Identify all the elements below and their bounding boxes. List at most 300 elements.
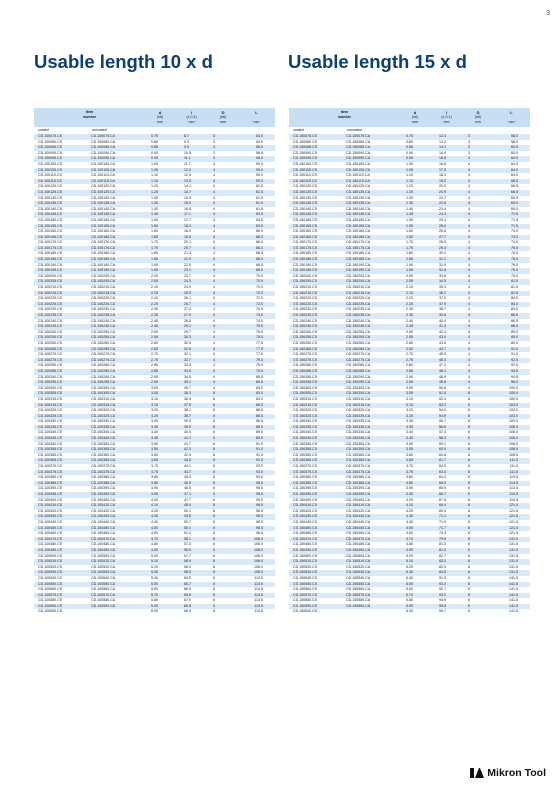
table-cell: 1.60: [400, 229, 430, 235]
table-cell: 48.1: [430, 369, 463, 375]
table-cell: 79.0: [493, 263, 530, 269]
table-cell: 98.5: [238, 531, 275, 537]
table-cell: 4: [208, 246, 238, 252]
table-cell: 4: [463, 285, 493, 291]
table-cell: 1.65: [145, 235, 175, 241]
table-cell: 6: [463, 604, 493, 610]
table-cell: CD.150140.CA: [343, 207, 400, 213]
table-cell: CD.100170.CS: [34, 240, 88, 246]
table-cell: CD.150135.CS: [289, 201, 343, 207]
table-cell: 3.25: [145, 414, 175, 420]
table-cell: 5.10: [400, 559, 430, 565]
table-cell: 28.5: [175, 319, 208, 325]
table-cell: CD.150360.CA: [343, 453, 400, 459]
table-cell: 6: [208, 609, 238, 615]
table-cell: 89.0: [493, 330, 530, 336]
table-cell: 21.9: [175, 257, 208, 263]
table-cell: CD.150335.CS: [289, 425, 343, 431]
unit-mm: mm: [400, 120, 430, 127]
table-cell: CD.100355.CS: [34, 447, 88, 453]
table-cell: CD.100230.CA: [88, 307, 145, 313]
table-cell: 1.55: [145, 224, 175, 230]
table-cell: 5.50: [400, 582, 430, 588]
table-cell: 12.9: [175, 173, 208, 179]
table-cell: 4: [208, 375, 238, 381]
table-cell: CD.100315.CA: [88, 403, 145, 409]
table-cell: 1.50: [145, 218, 175, 224]
table-cell: 56.6: [430, 425, 463, 431]
table-cell: 6: [208, 598, 238, 604]
table-cell: CD.100350.CA: [88, 442, 145, 448]
table-cell: 81.5: [493, 285, 530, 291]
table-cell: 4: [463, 291, 493, 297]
table-cell: 1.25: [145, 190, 175, 196]
table-cell: CD.150180.CA: [343, 251, 400, 257]
table-cell: CD.150560.CA: [343, 587, 400, 593]
table-cell: 48.9: [430, 375, 463, 381]
table-cell: 40.5: [175, 430, 208, 436]
table-cell: 84.5: [430, 570, 463, 576]
table-cell: CD.150570.CA: [343, 593, 400, 599]
table-cell: CD.100540.CS: [34, 576, 88, 582]
table-cell: CD.150460.CS: [289, 531, 343, 537]
header-d: d: [400, 108, 430, 115]
table-cell: 66.9: [175, 609, 208, 615]
table-cell: 38.7: [430, 307, 463, 313]
table-cell: 3.10: [145, 397, 175, 403]
table-cell: 68.0: [238, 257, 275, 263]
table-cell: 63.4: [430, 470, 463, 476]
table-cell: 6: [208, 509, 238, 515]
header-l-tolerance: (± 0.1): [175, 115, 208, 120]
table-cell: 4: [208, 274, 238, 280]
table-cell: 4: [463, 251, 493, 257]
table-cell: 61.7: [430, 458, 463, 464]
header-l: l: [175, 108, 208, 115]
table-cell: CD.150195.CS: [289, 268, 343, 274]
table-cell: 81.5: [493, 291, 530, 297]
table-cell: 6: [463, 520, 493, 526]
table-cell: 6: [463, 582, 493, 588]
table-cell: CD.150105.CA: [343, 168, 400, 174]
table-cell: 26.7: [175, 302, 208, 308]
table-cell: 5.40: [145, 576, 175, 582]
table-cell: CD.150240.CS: [289, 319, 343, 325]
table-cell: 79.0: [493, 274, 530, 280]
table-cell: [343, 609, 400, 615]
table-cell: CD.100460.CA: [88, 531, 145, 537]
table-cell: 32.8: [430, 268, 463, 274]
table-cell: 4.80: [400, 542, 430, 548]
table-cell: CD.150195.CA: [343, 268, 400, 274]
table-cell: 2.15: [400, 291, 430, 297]
table-cell: 83.0: [238, 397, 275, 403]
table-cell: CD.100125.CS: [34, 190, 88, 196]
table-cell: CD.150440.CA: [343, 520, 400, 526]
table-cell: 100.0: [493, 386, 530, 392]
table-cell: 11.7: [175, 162, 208, 168]
table-cell: CD.100460.CS: [34, 531, 88, 537]
table-cell: CD.150245.CA: [343, 324, 400, 330]
table-cell: CD.150235.CA: [343, 313, 400, 319]
table-cell: 3: [463, 151, 493, 157]
table-cell: 64.2: [430, 475, 463, 481]
table-cell: 3.35: [145, 425, 175, 431]
table-cell: 4: [208, 302, 238, 308]
table-cell: CD.100345.CS: [34, 436, 88, 442]
table-cell: 71.5: [493, 224, 530, 230]
table-cell: 5.20: [145, 565, 175, 571]
table-cell: 1.85: [145, 257, 175, 263]
table-cell: CD.150150.CS: [289, 218, 343, 224]
unit-mm: mm: [493, 120, 530, 127]
table-cell: CD.150280.CA: [343, 363, 400, 369]
table-cell: 4: [463, 347, 493, 353]
table-cell: CD.100150.CA: [88, 218, 145, 224]
table-cell: CD.150300.CA: [343, 386, 400, 392]
table-cell: CD.100400.CS: [34, 498, 88, 504]
table-cell: 5.30: [400, 570, 430, 576]
table-cell: CD.100500.CS: [34, 554, 88, 560]
table-cell: 3.65: [145, 458, 175, 464]
table-cell: 40.4: [430, 319, 463, 325]
table-cell: 1.60: [145, 229, 175, 235]
table-cell: 66.0: [238, 240, 275, 246]
table-cell: 4: [208, 162, 238, 168]
table-cell: CD.100200.CS: [34, 274, 88, 280]
table-cell: 4: [208, 335, 238, 341]
table-cell: CD.100075.CS: [34, 134, 88, 140]
table-cell: CD.100240.CS: [34, 319, 88, 325]
table-cell: 58.3: [430, 436, 463, 442]
table-cell: CD.150285.CA: [343, 369, 400, 375]
table-cell: 5.40: [400, 576, 430, 582]
table-cell: 106.0: [238, 537, 275, 543]
table-cell: 4: [463, 196, 493, 202]
table-cell: CD.100355.CA: [88, 447, 145, 453]
table-cell: 65.9: [430, 486, 463, 492]
table-cell: 80.5: [238, 380, 275, 386]
table-cell: CD.100100.CS: [34, 162, 88, 168]
table-cell: 131.5: [493, 559, 530, 565]
table-cell: CD.100135.CS: [34, 201, 88, 207]
table-cell: 4.10: [400, 503, 430, 509]
table-cell: 83.0: [238, 386, 275, 392]
table-cell: 17.1: [175, 212, 208, 218]
table-cell: 1.75: [400, 246, 430, 252]
table-cell: CD.150115.CA: [343, 179, 400, 185]
table-cell: 2.85: [400, 369, 430, 375]
table-cell: CD.150540.CS: [289, 576, 343, 582]
table-cell: 4: [463, 386, 493, 392]
table-cell: CD.100275.CS: [34, 358, 88, 364]
table-cell: CD.150590.CS: [289, 604, 343, 610]
table-cell: 63.5: [238, 212, 275, 218]
header-number: number: [289, 115, 400, 120]
table-cell: 113.5: [238, 582, 275, 588]
table-cell: CD.100270.CS: [34, 352, 88, 358]
table-cell: 0.85: [145, 145, 175, 151]
table-cell: 64.0: [493, 168, 530, 174]
table-cell: CD.100385.CS: [34, 481, 88, 487]
table-cell: CD.100275.CA: [88, 358, 145, 364]
table-cell: CD.150375.CS: [289, 470, 343, 476]
table-cell: 106.0: [493, 425, 530, 431]
table-cell: 121.5: [493, 503, 530, 509]
table-cell: 42.9: [175, 453, 208, 459]
table-cell: 23.7: [175, 274, 208, 280]
table-cell: 81.5: [493, 279, 530, 285]
table-cell: CD.100590.CA: [88, 604, 145, 610]
table-cell: CD.100300.CA: [88, 386, 145, 392]
table-cell: 60.0: [493, 145, 530, 151]
section-title-15xd: Usable length 15 x d: [288, 51, 467, 72]
table-cell: 67.0: [175, 598, 208, 604]
table-cell: 1.50: [400, 218, 430, 224]
header-l-tolerance: (± 0.1): [430, 115, 463, 120]
table-cell: CD.100215.CA: [88, 291, 145, 297]
table-cell: 5.80: [400, 598, 430, 604]
table-cell: 6: [463, 570, 493, 576]
table-cell: 3.60: [145, 453, 175, 459]
table-cell: CD.150395.CA: [343, 492, 400, 498]
table-cell: 3.05: [400, 391, 430, 397]
table-cell: 1.35: [400, 201, 430, 207]
table-cell: CD.150110.CA: [343, 173, 400, 179]
table-cell: 89.0: [493, 341, 530, 347]
table-cell: 95.0: [238, 498, 275, 504]
table-cell: 6: [208, 453, 238, 459]
table-cell: 45.9: [175, 481, 208, 487]
table-cell: CD.100265.CA: [88, 347, 145, 353]
table-cell: CD.150490.CS: [289, 548, 343, 554]
table-cell: CD.100105.CA: [88, 168, 145, 174]
table-cell: 6: [208, 436, 238, 442]
table-cell: 1.90: [145, 263, 175, 269]
table-cell: CD.100295.CS: [34, 380, 88, 386]
table-cell: 3.75: [400, 470, 430, 476]
table-cell: 29.7: [175, 330, 208, 336]
table-cell: CD.150095.CA: [343, 156, 400, 162]
table-cell: 98.5: [238, 503, 275, 509]
table-cell: 2.45: [145, 324, 175, 330]
table-cell: 9.9: [175, 145, 208, 151]
table-cell: 79.0: [238, 369, 275, 375]
table-cell: 6: [463, 542, 493, 548]
table-cell: CD.150260.CA: [343, 341, 400, 347]
header-overall-l: L: [493, 108, 530, 115]
table-row: [34, 609, 275, 615]
table-cell: 3.55: [145, 447, 175, 453]
table-cell: 6: [463, 464, 493, 470]
table-cell: 6: [463, 587, 493, 593]
table-cell: CD.150250.CA: [343, 330, 400, 336]
table-cell: 3.65: [400, 458, 430, 464]
table-cell: 4.30: [145, 514, 175, 520]
table-cell: CD.100270.CA: [88, 352, 145, 358]
table-cell: 59.0: [238, 162, 275, 168]
table-cell: 54.0: [238, 134, 275, 140]
table-cell: 4.00: [145, 498, 175, 504]
table-cell: 2.45: [400, 324, 430, 330]
table-cell: 4: [463, 268, 493, 274]
table-cell: 6: [463, 425, 493, 431]
table-cell: CD.150385.CA: [343, 481, 400, 487]
table-cell: 44.7: [175, 470, 208, 476]
table-cell: 6: [208, 531, 238, 537]
table-cell: CD.150400.CS: [289, 498, 343, 504]
table-cell: 4: [208, 324, 238, 330]
table-cell: 72.0: [238, 291, 275, 297]
table-cell: 71.5: [493, 218, 530, 224]
table-cell: CD.100520.CS: [34, 565, 88, 571]
table-cell: CD.100195.CA: [88, 268, 145, 274]
table-cell: CD.150430.CS: [289, 514, 343, 520]
table-cell: CD.100370.CA: [88, 464, 145, 470]
table-cell: 84.0: [493, 296, 530, 302]
table-cell: 4: [463, 274, 493, 280]
table-cell: 2.00: [400, 274, 430, 280]
table-cell: CD.150270.CA: [343, 352, 400, 358]
table-cell: 79.0: [238, 358, 275, 364]
table-cell: 24.3: [430, 212, 463, 218]
table-cell: CD.100280.CS: [34, 363, 88, 369]
table-cell: 81.0: [430, 548, 463, 554]
table-cell: CD.150130.CA: [343, 196, 400, 202]
table-cell: 106.0: [493, 436, 530, 442]
table-cell: 12.4: [430, 134, 463, 140]
table-cell: 66.0: [238, 235, 275, 241]
table-cell: 29.1: [175, 324, 208, 330]
table-cell: CD.100080.CS: [34, 140, 88, 146]
table-cell: 50.7: [175, 520, 208, 526]
table-cell: 39.3: [175, 419, 208, 425]
table-cell: 60.0: [430, 447, 463, 453]
table-cell: 121.5: [493, 520, 530, 526]
table-cell: 46.4: [430, 358, 463, 364]
table-cell: CD.150320.CA: [343, 408, 400, 414]
table-cell: CD.100480.CS: [34, 542, 88, 548]
table-cell: 54.0: [238, 140, 275, 146]
table-cell: CD.100530.CS: [34, 570, 88, 576]
table-cell: 3.95: [145, 492, 175, 498]
table-cell: CD.100290.CS: [34, 375, 88, 381]
table-cell: 76.5: [493, 257, 530, 263]
table-cell: CD.150390.CA: [343, 486, 400, 492]
table-cell: 28.5: [430, 240, 463, 246]
table-cell: CD.100195.CS: [34, 268, 88, 274]
table-cell: 3.90: [145, 486, 175, 492]
header-item: Item: [289, 108, 400, 115]
table-cell: CD.100145.CA: [88, 212, 145, 218]
table-cell: 4: [463, 190, 493, 196]
table-cell: 6: [208, 587, 238, 593]
table-cell: 4: [463, 224, 493, 230]
table-cell: 18.3: [430, 173, 463, 179]
table-cell: CD.150305.CA: [343, 391, 400, 397]
table-cell: 3: [208, 145, 238, 151]
table-cell: CD.100345.CA: [88, 436, 145, 442]
table-cell: CD.150305.CS: [289, 391, 343, 397]
table-cell: 3.95: [400, 492, 430, 498]
table-cell: CD.100110.CA: [88, 173, 145, 179]
table-cell: 131.5: [493, 554, 530, 560]
table-cell: CD.150345.CA: [343, 436, 400, 442]
table-cell: 3.15: [145, 403, 175, 409]
table-cell: 6: [463, 598, 493, 604]
table-cell: 4: [208, 279, 238, 285]
table-cell: CD.100385.CA: [88, 481, 145, 487]
table-cell: 6: [208, 520, 238, 526]
table-cell: 4: [208, 184, 238, 190]
table-cell: 55.7: [430, 419, 463, 425]
table-cell: CD.150500.CA: [343, 554, 400, 560]
table-cell: CD.150185.CS: [289, 257, 343, 263]
unit-mm: mm: [175, 120, 208, 127]
table-cell: 89.0: [493, 335, 530, 341]
table-cell: 4: [463, 201, 493, 207]
table-cell: CD.100310.CS: [34, 397, 88, 403]
table-cell: CD.100305.CA: [88, 391, 145, 397]
table-cell: 2.80: [145, 363, 175, 369]
table-cell: 4: [463, 168, 493, 174]
table-cell: 65.8: [175, 593, 208, 599]
header-l: l: [430, 108, 463, 115]
table-cell: 1.65: [400, 235, 430, 241]
table-cell: 21.3: [175, 251, 208, 257]
table-cell: 3.45: [400, 436, 430, 442]
table-cell: 5.10: [145, 559, 175, 565]
table-cell: 66.0: [238, 229, 275, 235]
table-cell: CD.100220.CS: [34, 296, 88, 302]
table-cell: 4: [463, 302, 493, 308]
table-cell: 76.5: [493, 246, 530, 252]
table-cell: 6.00: [145, 609, 175, 615]
table-cell: 30.9: [175, 341, 208, 347]
table-cell: 20.9: [430, 190, 463, 196]
section-title-10xd: Usable length 10 x d: [34, 51, 213, 72]
table-cell: CD.100210.CA: [88, 285, 145, 291]
table-cell: 84.0: [493, 307, 530, 313]
table-cell: CD.100090.CS: [34, 151, 88, 157]
table-cell: 57.3: [175, 542, 208, 548]
table-cell: 113.5: [493, 486, 530, 492]
table-cell: 32.7: [175, 358, 208, 364]
table-cell: 4.60: [145, 531, 175, 537]
table-cell: 29.4: [430, 246, 463, 252]
table-cell: CD.100120.CA: [88, 184, 145, 190]
table-cell: CD.150600.CS: [289, 609, 343, 615]
table-cell: 4: [208, 347, 238, 353]
table-cell: CD.100105.CS: [34, 168, 88, 174]
table-cell: 4: [463, 369, 493, 375]
table-cell: CD.100150.CS: [34, 218, 88, 224]
table-cell: 3.15: [400, 403, 430, 409]
table-cell: 49.6: [175, 514, 208, 520]
table-cell: 3.50: [145, 442, 175, 448]
table-cell: 0.95: [145, 156, 175, 162]
table-cell: CD.100290.CA: [88, 375, 145, 381]
table-cell: 64.0: [493, 173, 530, 179]
table-cell: 51.2: [175, 531, 208, 537]
table-cell: 6: [208, 403, 238, 409]
table-cell: 4.50: [400, 526, 430, 532]
table-cell: 36.2: [430, 291, 463, 297]
table-cell: 4: [208, 386, 238, 392]
mikron-logo-icon: [470, 767, 484, 779]
table-cell: CD.150135.CA: [343, 201, 400, 207]
table-cell: CD.100085.CA: [88, 145, 145, 151]
